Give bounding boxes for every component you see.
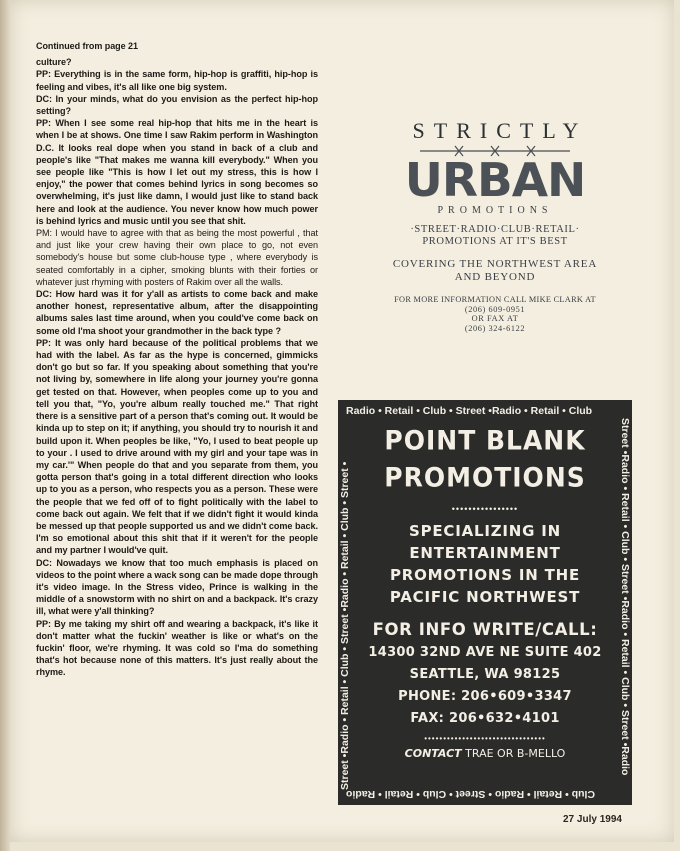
interview-answer: PP: Everything is in the same form, hip-hop is graffiti, hip-hop is feeling and vibes, it's all like one big system. [36,69,318,92]
article-body [36,56,318,678]
continued-note: Continued from page 21 [36,41,138,51]
ad-border-top: Radio • Retail • Club • Street •Radio • Retail • Club [346,405,593,417]
ad-promotions-word: PROMOTIONS [437,205,553,216]
ad-strictly-word: STRICTLY [412,118,588,143]
ad-contact-label: CONTACT [404,747,462,760]
ad-border-right: Street •Radio • Retail • Club • Street •Radio • Retail • Club • Street •Radio [619,418,631,776]
ad-fax-label: OR FAX AT [471,314,519,324]
ad-tagline: PROMOTIONS AT IT'S BEST [422,236,568,247]
ad-title-line-2: PROMOTIONS [384,461,586,494]
ad-border-left: Street •Radio • Retail • Club • Street •Radio • Retail • Club • Street • [339,461,351,790]
ad-spec-line-2: ENTERTAINMENT [409,544,561,562]
interview-answer: PP: It was only hard because of the political problems that we had with the label. As far as the hype is concerned, gimmicks don't go but so far. If you speaking about something that you're not living by, somewhere in life along your journey you're gonna get tested on that. However, when peoples come up to you and tell you that, "Yo, you're album really touched me." That right there is a sensitive part of a person that's coming out. It would be kinda up to step on it; if anything, you should try to nourish it and build upon it. When peoples be like, "Yo, I used to beat people up to your . I used to drive around with my girl and your tape was in my car.'" When people do that and you separate from them, you gotta person that's going in a total different direction who looks up to you as a person, who respects you as a person. These were the people that we fed off of to fight politically with the label to come back out again. We felt that if we didn't fight it would kinda be messed up that people supported us and we didn't come back. I'm so emotional about this shit that if it weren't for the people and my partner I would've quit. [36,337,318,556]
ad-info-title: FOR INFO WRITE/CALL: [372,620,598,639]
ad-spec-line-1: SPECIALIZING IN [408,522,562,540]
interview-answer: PM: I would have to agree with that as being the most powerful , that and just like your crew having their own place to go, not even somebody's house but some club-house type , where everybody is seated comfortably in a cipher, smoking blunts with their forties or whatever just rhyming with posters of Rakim over all the walls. [36,228,318,287]
interview-article [36,40,318,679]
ad-contact [362,747,608,760]
page-footer: 27 July 1994 [563,814,622,825]
ad-border-bottom: Club • Retail • Radio • Street • Club • Retail • Radio [346,788,596,800]
dot-divider-2: •••••••••••••••••••••••••••••••• [424,734,546,743]
ad-content [362,422,608,760]
ad-contact-names: TRAE OR B-MELLO [465,747,566,760]
interview-answer: PP: When I see some real hip-hop that hits me in the heart is when I be at shows. One time I saw Rakim perform in Washington D.C. It looks real dope when you stand in back of a club and people's like "That makes me wanna kill everybody." When you see people like "This is how I let out my stress, this is how I enjoy," the power that comes behind lyrics in song becomes so overwhelming, it's just like damn, I would just like to stand back here and look at the audience. You never know how much power is behind lyrics and music until you see that shit. [36,118,318,226]
ad-spec-line-4: PACIFIC NORTHWEST [389,588,581,606]
ad-urban-logo: URBAN [404,153,586,207]
page-binding [0,0,10,851]
interview-question: DC: Nowadays we know that too much emphasis is placed on videos to the point where a wack song can be made dope through it's video image. In the Stress video, Prince is walking in the middle of a snowstorm with no shirt on and a backpack. It's crazy ill, what were y'all thinking? [36,557,318,617]
interview-question: culture? [36,57,72,68]
point-blank-ad [338,400,632,805]
interview-question: DC: How hard was it for y'all as artists to come back and make another honest, representative album, after the disappointing albums sales last time around, when you could've come back on some old I'ma shoot your grandmother in the back type ? [36,289,318,336]
strictly-urban-ad [364,118,626,333]
ad-coverage-line-1: COVERING THE NORTHWEST AREA [392,258,598,270]
ad-fax: (206) 324-6122 [464,323,526,333]
interview-answer: PP: By me taking my shirt off and wearing a backpack, it's like it don't matter what the fuckin' weather is like or what's on the fuckin' floor, we're rhyming. It was cold so I'ma do something that's hot because none of this matters. It's just really about the rhyme. [36,618,318,678]
ad-address: 14300 32ND AVE NE SUITE 402 [368,645,602,660]
ad-title-line-1: POINT BLANK [384,424,586,457]
ad-phone-number: PHONE: 206•609•3347 [398,689,572,704]
ad-city: SEATTLE, WA 98125 [409,667,561,682]
ad-info-line: FOR MORE INFORMATION CALL MIKE CLARK AT [394,295,596,304]
interview-question: DC: In your minds, what do you envision as the perfect hip-hop setting? [36,93,318,117]
ad-phone: (206) 609-0951 [464,304,526,314]
ad-spec-line-3: PROMOTIONS IN THE [389,566,581,584]
dot-divider: •••••••••••••••• [451,504,519,514]
ad-services: ·STREET·RADIO·CLUB·RETAIL· [410,224,580,235]
ad-fax-number: FAX: 206•632•4101 [410,711,560,726]
ad-coverage-line-2: AND BEYOND [454,271,536,283]
